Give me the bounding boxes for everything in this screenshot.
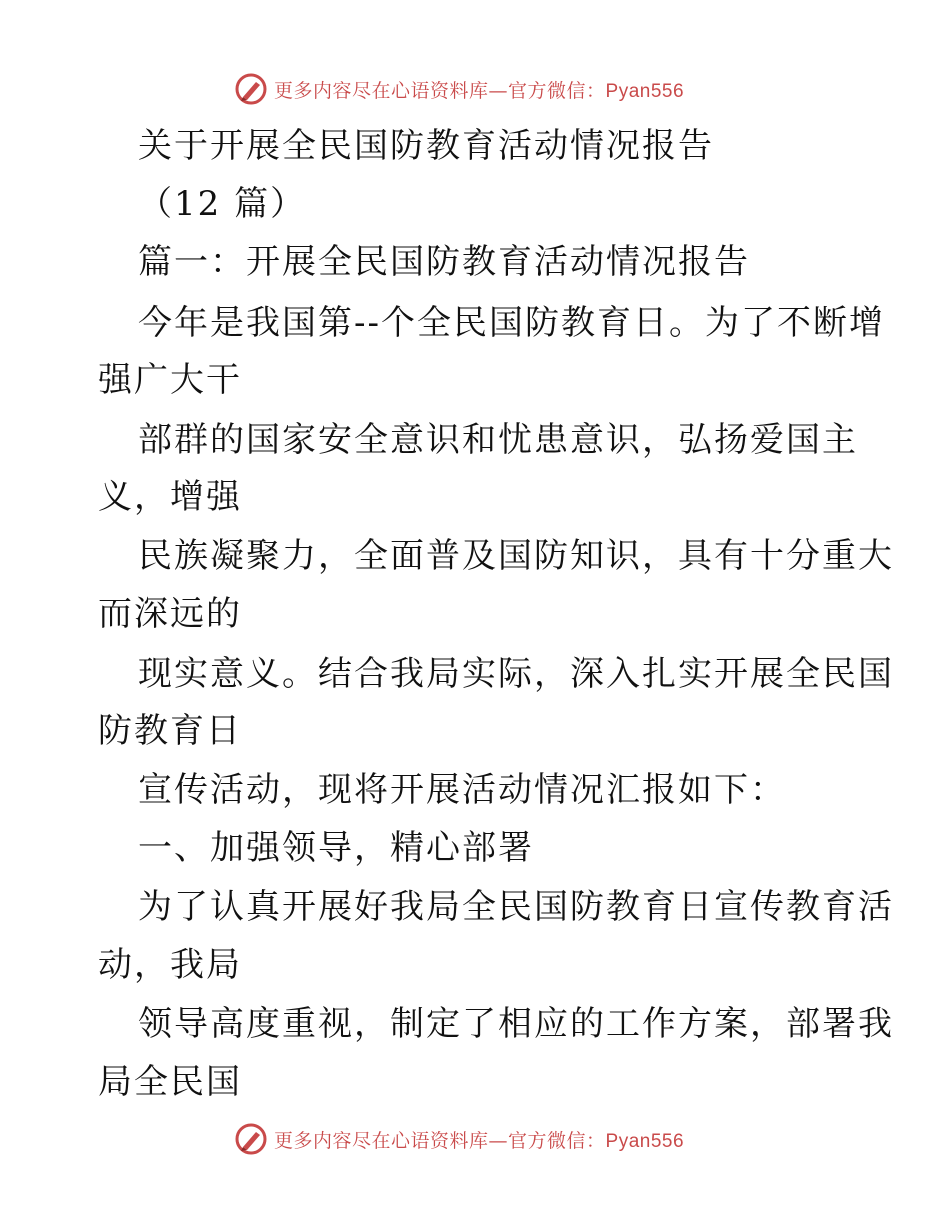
paragraph-line: 宣传活动，现将开展活动情况汇报如下： bbox=[138, 770, 786, 810]
watermark-text: 更多内容尽在心语资料库—官方微信：Pyan556 bbox=[274, 1129, 685, 1152]
subsection-heading: 一、加强领导，精心部署 bbox=[138, 828, 534, 868]
header-watermark bbox=[234, 72, 684, 106]
section-heading: 篇一：开展全民国防教育活动情况报告 bbox=[138, 242, 750, 282]
footer-watermark bbox=[234, 1122, 684, 1156]
paragraph-line: 义，增强 bbox=[98, 477, 242, 517]
paragraph-line: 部群的国家安全意识和忧患意识，弘扬爱国主 bbox=[138, 420, 858, 460]
document-title: 关于开展全民国防教育活动情况报告 bbox=[138, 126, 714, 166]
document-subtitle: （12 篇） bbox=[138, 184, 307, 224]
paragraph-line: 动，我局 bbox=[98, 945, 242, 985]
paragraph-line: 而深远的 bbox=[98, 594, 242, 634]
paragraph-line: 防教育日 bbox=[98, 711, 242, 751]
paragraph-line: 现实意义。结合我局实际，深入扎实开展全民国 bbox=[138, 654, 894, 694]
paragraph-line: 为了认真开展好我局全民国防教育日宣传教育活 bbox=[138, 887, 894, 927]
paragraph-line: 强广大干 bbox=[98, 360, 242, 400]
paragraph-line: 领导高度重视，制定了相应的工作方案，部署我 bbox=[138, 1004, 894, 1044]
paragraph-line: 今年是我国第--个全民国防教育日。为了不断增 bbox=[138, 303, 885, 343]
pen-logo-icon bbox=[234, 72, 268, 106]
pen-logo-icon bbox=[234, 1122, 268, 1156]
paragraph-line: 民族凝聚力，全面普及国防知识，具有十分重大 bbox=[138, 536, 894, 576]
paragraph-line: 局全民国 bbox=[98, 1062, 242, 1102]
watermark-text: 更多内容尽在心语资料库—官方微信：Pyan556 bbox=[274, 79, 685, 102]
